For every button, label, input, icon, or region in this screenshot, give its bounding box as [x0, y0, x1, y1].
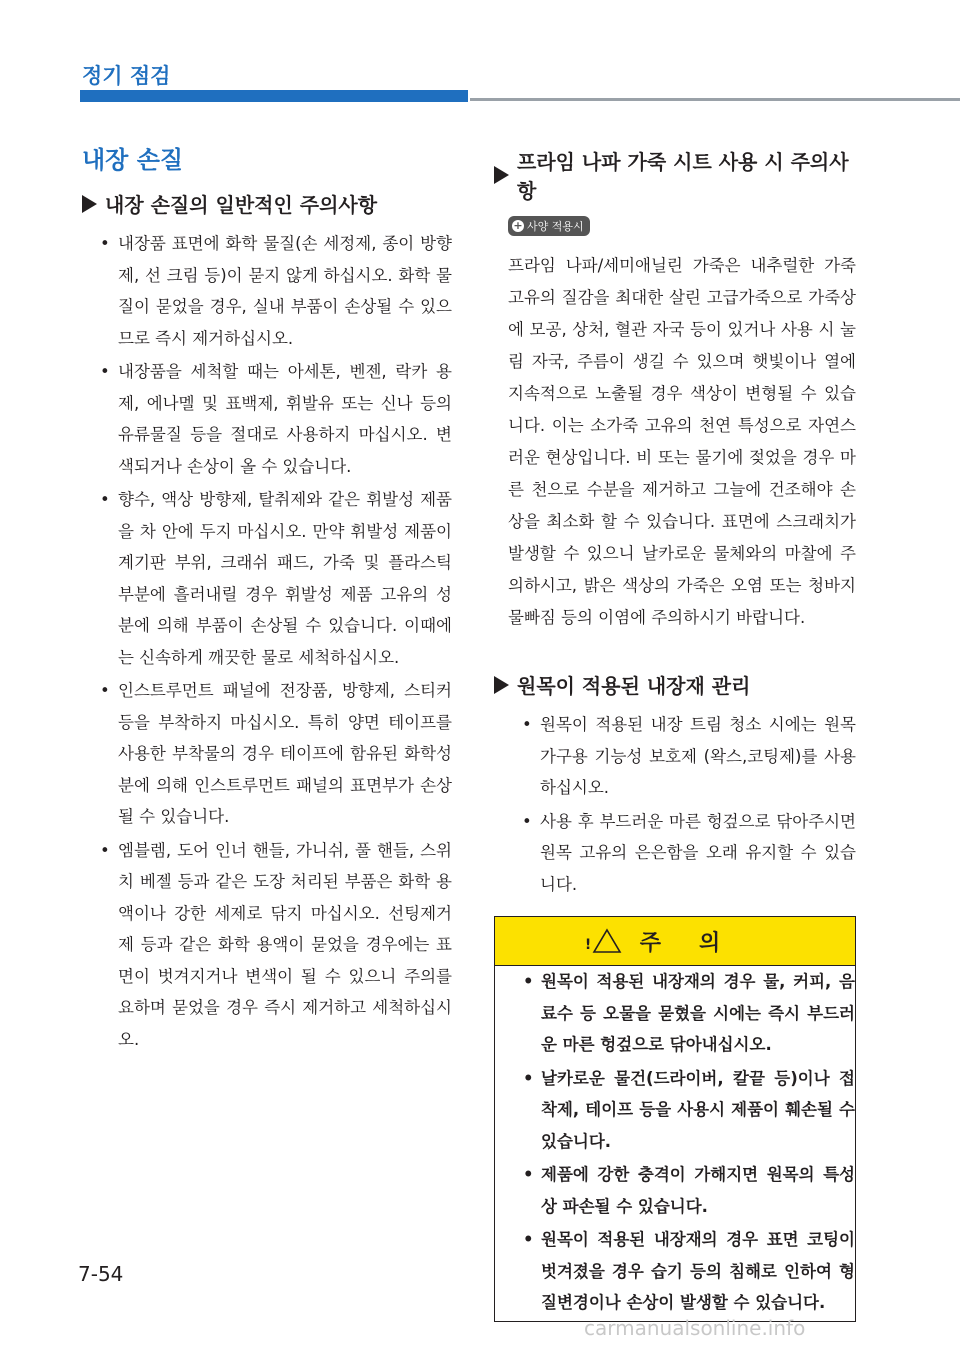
list-item [495, 966, 855, 1061]
watermark: carmanualsonline.info [584, 1316, 806, 1340]
svg-text:!: ! [584, 937, 629, 953]
bullet-dot: • [100, 840, 110, 860]
right-column [494, 140, 856, 1322]
caution-list [495, 966, 855, 1319]
triangle-bullet-icon [494, 676, 509, 694]
list-item [82, 356, 452, 482]
page-number: 7-54 [78, 1262, 124, 1286]
list-item-text: 사용 후 부드러운 마른 헝겊으로 닦아주시면 원목 고유의 은은함을 오래 유지할 수 있습니다. [540, 811, 856, 894]
caution-box [494, 916, 856, 1322]
list-item-text: 원목이 적용된 내장 트림 청소 시에는 원목가구용 기능성 보호제 (왁스,코팅제)를 사용하십시오. [540, 715, 856, 797]
section-title: 내장 손질 [82, 146, 184, 174]
list-item [495, 1159, 855, 1222]
caution-header [495, 917, 855, 966]
bullet-dot: • [100, 362, 110, 381]
right-subtitle-2 [494, 670, 856, 699]
list-item [82, 675, 452, 833]
list-item [82, 835, 452, 1056]
bullet-dot: • [523, 1230, 534, 1249]
option-badge [508, 216, 590, 236]
bullet-dot: • [523, 1068, 534, 1088]
option-badge-label: 사양 적용시 [527, 220, 584, 233]
right-subtitle-1-text: 프라임 나파 가죽 시트 사용 시 주의사항 [517, 150, 849, 203]
bullet-dot: • [522, 715, 532, 734]
left-subtitle-text: 내장 손질의 일반적인 주의사항 [105, 193, 378, 217]
list-item [82, 228, 452, 354]
right-subtitle-2-text: 원목이 적용된 내장재 관리 [517, 674, 751, 698]
triangle-bullet-icon [494, 166, 509, 184]
list-item-text: 향수, 액상 방향제, 탈취제와 같은 휘발성 제품을 차 안에 두지 마십시오. 만약 휘발성 제품이 계기판 부위, 크래쉬 패드, 가죽 및 플라스틱 부분에 흘러내릴 경우 휘발성 제품 고유의 성분에 의해 부품이 손상될 수 있습니다. 이때에는 신속하게 깨끗한 물로 세척하십시오. [118, 490, 452, 667]
list-item [494, 806, 856, 901]
list-item [495, 1224, 855, 1319]
list-item-text: 내장품 표면에 화학 물질(손 세정제, 종이 방향제, 선 크림 등)이 묻지 않게 하십시오. 화학 물질이 묻었을 경우, 실내 부품이 손상될 수 있으므로 즉시 제거하십시오. [118, 234, 452, 348]
leather-paragraph: 프라임 나파/세미애닐린 가죽은 내추럴한 가죽 고유의 질감을 최대한 살린 고급가죽으로 가죽상에 모공, 상처, 혈관 자국 등이 있거나 사용 시 눌림 자국, 주름이 생길 수 있으며 햇빛이나 열에 지속적으로 노출될 경우 색상이 변형될 수 있습니다. 이는 소가죽 고유의 천연 특성으로 자연스러운 현상입니다. 비 또는 물기에 젖었을 경우 마른 천으로 수분을 제거하고 그늘에 건조해야 손상을 최소화 할 수 있습니다. 표면에 스크래치가 발생할 수 있으니 날카로운 물체와의 마찰에 주의하시고, 밝은 색상의 가죽은 오염 또는 청바지 물빠짐 등의 이염에 주의하시기 바랍니다. [508, 256, 856, 627]
list-item-text: 엠블렘, 도어 인너 핸들, 가니쉬, 풀 핸들, 스위치 베젤 등과 같은 도장 처리된 부품은 화학 용액이나 강한 세제로 닦지 마십시오. 선팅제거제 등과 같은 화학 용액이 묻었을 경우에는 표면이 벗겨지거나 변색이 될 수 있으니 주의를 요하며 묻었을 경우 즉시 제거하고 세척하십시오. [118, 840, 452, 1049]
list-item [495, 1063, 855, 1158]
left-subtitle [82, 189, 452, 218]
list-item [82, 484, 452, 673]
list-item-text: 내장품을 세척할 때는 아세톤, 벤젠, 락카 용제, 에나멜 및 표백제, 휘발유 또는 신나 등의 유류물질 등을 절대로 사용하지 마십시오. 변색되거나 손상이 올 수 있습니다. [118, 362, 452, 476]
caution-title: 주의 [639, 930, 759, 956]
right-subtitle-1 [494, 146, 856, 204]
wood-bullet-list [494, 709, 856, 900]
bullet-dot: • [522, 811, 532, 831]
left-column [82, 140, 452, 1057]
bullet-dot: • [523, 972, 534, 991]
list-item-text: 인스트루먼트 패널에 전장품, 방향제, 스티커 등을 부착하지 마십시오. 특히 양면 테이프를 사용한 부착물의 경우 테이프에 함유된 화학성분에 의해 인스트루먼트 패널의 표면부가 손상될 수 있습니다. [118, 681, 452, 826]
warning-triangle-icon [584, 928, 629, 954]
page-header-title: 정기 점검 [82, 64, 171, 88]
bullet-dot: • [100, 681, 110, 700]
list-item-text: 날카로운 물건(드라이버, 칼끝 등)이나 접착제, 테이프 등을 사용시 제품이 훼손될 수 있습니다. [541, 1068, 855, 1151]
bullet-dot: • [100, 234, 110, 253]
list-item-text: 원목이 적용된 내장재의 경우 물, 커피, 음료수 등 오물을 묻혔을 시에는 즉시 부드러운 마른 헝겊으로 닦아내십시오. [541, 972, 855, 1054]
left-bullet-list [82, 228, 452, 1055]
header-bar-blue [80, 90, 468, 102]
bullet-dot: • [100, 490, 110, 509]
triangle-bullet-icon [82, 195, 97, 213]
header-bar-gray [470, 98, 960, 101]
list-item-text: 원목이 적용된 내장재의 경우 표면 코팅이 벗겨졌을 경우 습기 등의 침해로 인하여 형질변경이나 손상이 발생할 수 있습니다. [541, 1230, 855, 1312]
plus-icon: + [513, 219, 523, 232]
list-item [494, 709, 856, 804]
bullet-dot: • [523, 1165, 534, 1184]
list-item-text: 제품에 강한 충격이 가해지면 원목의 특성상 파손될 수 있습니다. [541, 1165, 855, 1216]
